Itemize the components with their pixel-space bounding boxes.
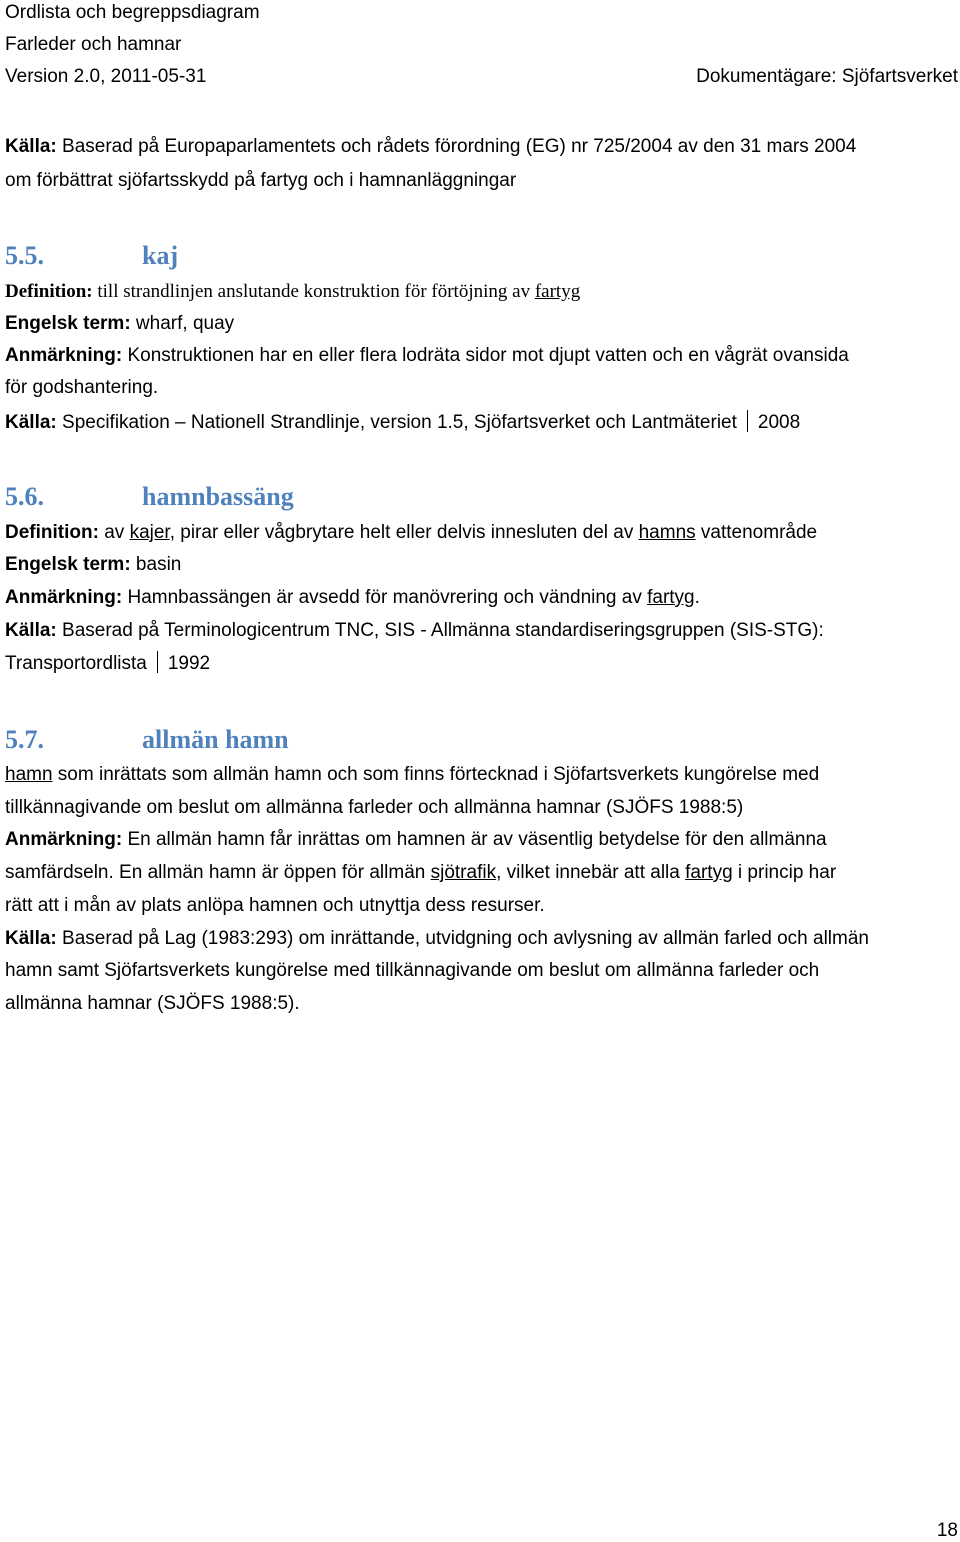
note-text: i princip har: [732, 862, 837, 883]
definition-label: Definition:: [5, 522, 99, 543]
note-line-1: [5, 344, 849, 368]
source-label: Källa:: [5, 928, 57, 949]
english-term-line: [5, 553, 181, 577]
intro-source-line-1: [5, 135, 856, 159]
english-term-line: [5, 312, 234, 336]
separator-bar: [157, 651, 158, 673]
definition-line: [5, 280, 580, 304]
link-fartyg[interactable]: fartyg: [685, 862, 733, 883]
english-term-label: Engelsk term:: [5, 554, 131, 575]
source-label: Källa:: [5, 136, 57, 157]
note-text: En allmän hamn får inrättas om hamnen är av väsentlig betydelse för den allmänna: [122, 829, 827, 850]
section-term: allmän hamn: [142, 725, 289, 754]
source-text: Specifikation – Nationell Strandlinje, version 1.5, Sjöfartsverket och Lantmäteriet: [56, 412, 737, 433]
separator-bar: [747, 410, 748, 432]
section-number: 5.5.: [5, 241, 44, 270]
definition-line: [5, 521, 817, 545]
definition-text: som inrättats som allmän hamn och som finns förtecknad i Sjöfartsverkets kungörelse med: [52, 764, 820, 785]
note-line: [5, 586, 700, 610]
link-fartyg[interactable]: fartyg: [647, 587, 695, 608]
section-term: hamnbassäng: [142, 482, 294, 511]
document-title: Ordlista och begreppsdiagram: [5, 2, 260, 23]
intro-source-line-2: om förbättrat sjöfartsskydd på fartyg och i hamnanläggningar: [5, 170, 517, 191]
definition-text: till strandlinjen anslutande konstruktion för förtöjning av: [92, 281, 535, 302]
source-text: Baserad på Terminologicentrum TNC, SIS - Allmänna standardiseringsgruppen (SIS-STG):: [56, 620, 824, 641]
source-label: Källa:: [5, 620, 57, 641]
source-year: 2008: [757, 412, 801, 433]
note-text: samfärdseln. En allmän hamn är öppen för allmän: [5, 862, 431, 883]
link-fartyg[interactable]: fartyg: [534, 281, 581, 302]
definition-line-2: tillkännagivande om beslut om allmänna farleder och allmänna hamnar (SJÖFS 1988:5): [5, 797, 744, 818]
definition-text: , pirar eller vågbrytare helt eller delvis innesluten del av: [169, 522, 639, 543]
note-text: .: [694, 587, 700, 608]
definition-text: vattenområde: [695, 522, 818, 543]
definition-line-1: [5, 763, 819, 787]
section-heading-hamnbassang: [5, 482, 294, 512]
link-hamn[interactable]: hamn: [5, 764, 53, 785]
note-label: Anmärkning:: [5, 829, 123, 850]
source-year: 1992: [167, 653, 211, 674]
document-owner: Dokumentägare: Sjöfartsverket: [696, 66, 958, 87]
definition-label: Definition:: [5, 281, 93, 302]
source-line-2: [5, 651, 210, 676]
page-number: 18: [936, 1520, 958, 1541]
note-text: Konstruktionen har en eller flera lodräta sidor mot djupt vatten och en vågrät ovansida: [122, 345, 849, 366]
source-line-1: [5, 619, 824, 643]
section-heading-allman-hamn: [5, 725, 289, 755]
english-term-label: Engelsk term:: [5, 313, 131, 334]
source-line-2: hamn samt Sjöfartsverkets kungörelse med tillkännagivande om beslut om allmänna farleder och: [5, 960, 820, 981]
source-text: Baserad på Lag (1983:293) om inrättande, utvidgning och avlysning av allmän farled och allmän: [56, 928, 869, 949]
source-line-3: allmänna hamnar (SJÖFS 1988:5).: [5, 993, 300, 1014]
intro-source-text: Baserad på Europaparlamentets och rådets förordning (EG) nr 725/2004 av den 31 mars 2004: [56, 136, 857, 157]
document-subtitle: Farleder och hamnar: [5, 34, 182, 55]
note-label: Anmärkning:: [5, 587, 123, 608]
link-hamns[interactable]: hamns: [638, 522, 696, 543]
source-label: Källa:: [5, 412, 57, 433]
english-term-text: basin: [130, 554, 182, 575]
note-label: Anmärkning:: [5, 345, 123, 366]
note-line-2: [5, 861, 836, 885]
source-line: [5, 410, 800, 435]
definition-text: av: [98, 522, 130, 543]
section-heading-kaj: [5, 241, 178, 271]
note-line-3: rätt att i mån av plats anlöpa hamnen och utnyttja dess resurser.: [5, 895, 545, 916]
note-line-2: för godshantering.: [5, 377, 159, 398]
document-version: Version 2.0, 2011-05-31: [5, 66, 207, 87]
section-number: 5.7.: [5, 725, 44, 754]
note-line-1: [5, 828, 827, 852]
source-text: Transportordlista: [5, 653, 147, 674]
section-term: kaj: [142, 241, 179, 270]
section-number: 5.6.: [5, 482, 44, 511]
note-text: Hamnbassängen är avsedd för manövrering och vändning av: [122, 587, 648, 608]
link-sjotrafik[interactable]: sjötrafik: [430, 862, 497, 883]
note-text: , vilket innebär att alla: [496, 862, 686, 883]
source-line-1: [5, 927, 869, 951]
english-term-text: wharf, quay: [130, 313, 235, 334]
link-kajer[interactable]: kajer: [129, 522, 170, 543]
